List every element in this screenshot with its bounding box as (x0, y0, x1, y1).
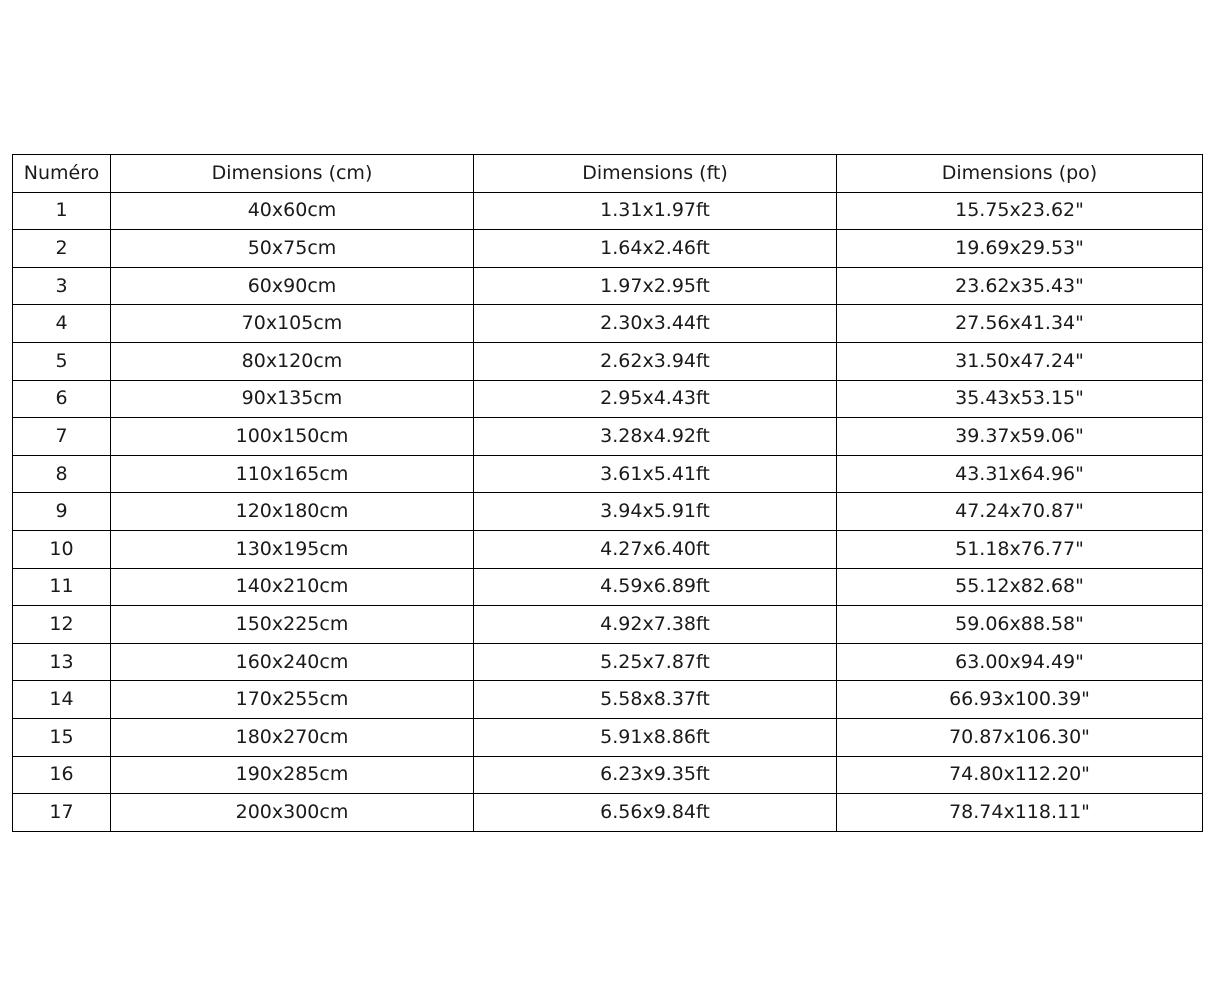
table-row (13, 756, 1203, 794)
cell-numero: 9 (13, 493, 111, 531)
table-row (13, 305, 1203, 343)
column-header-dimensions-cm: Dimensions (cm) (111, 155, 474, 193)
cell-numero: 7 (13, 418, 111, 456)
cell-dimensions-po: 51.18x76.77" (837, 530, 1203, 568)
cell-dimensions-po: 39.37x59.06" (837, 418, 1203, 456)
table-row (13, 718, 1203, 756)
cell-numero: 2 (13, 230, 111, 268)
cell-dimensions-cm: 40x60cm (111, 192, 474, 230)
cell-dimensions-ft: 5.91x8.86ft (474, 718, 837, 756)
cell-dimensions-cm: 90x135cm (111, 380, 474, 418)
table-row (13, 267, 1203, 305)
cell-dimensions-po: 78.74x118.11" (837, 794, 1203, 832)
cell-numero: 4 (13, 305, 111, 343)
cell-dimensions-cm: 130x195cm (111, 530, 474, 568)
size-chart-container (12, 154, 1202, 832)
table-row (13, 455, 1203, 493)
cell-dimensions-cm: 60x90cm (111, 267, 474, 305)
table-header-row (13, 155, 1203, 193)
cell-numero: 11 (13, 568, 111, 606)
cell-dimensions-ft: 4.59x6.89ft (474, 568, 837, 606)
table-row (13, 493, 1203, 531)
cell-dimensions-ft: 3.94x5.91ft (474, 493, 837, 531)
cell-dimensions-ft: 1.97x2.95ft (474, 267, 837, 305)
table-row (13, 530, 1203, 568)
table-header (13, 155, 1203, 193)
cell-numero: 8 (13, 455, 111, 493)
cell-dimensions-ft: 2.30x3.44ft (474, 305, 837, 343)
cell-numero: 17 (13, 794, 111, 832)
cell-dimensions-cm: 190x285cm (111, 756, 474, 794)
cell-dimensions-po: 59.06x88.58" (837, 606, 1203, 644)
column-header-dimensions-po: Dimensions (po) (837, 155, 1203, 193)
cell-numero: 5 (13, 342, 111, 380)
table-row (13, 230, 1203, 268)
cell-numero: 3 (13, 267, 111, 305)
cell-dimensions-cm: 100x150cm (111, 418, 474, 456)
cell-dimensions-po: 15.75x23.62" (837, 192, 1203, 230)
cell-numero: 1 (13, 192, 111, 230)
cell-numero: 6 (13, 380, 111, 418)
cell-dimensions-cm: 160x240cm (111, 643, 474, 681)
cell-dimensions-ft: 5.58x8.37ft (474, 681, 837, 719)
table-row (13, 643, 1203, 681)
cell-dimensions-po: 23.62x35.43" (837, 267, 1203, 305)
size-chart-table (12, 154, 1203, 832)
cell-dimensions-ft: 5.25x7.87ft (474, 643, 837, 681)
cell-dimensions-ft: 3.28x4.92ft (474, 418, 837, 456)
table-row (13, 606, 1203, 644)
cell-dimensions-ft: 4.27x6.40ft (474, 530, 837, 568)
table-body (13, 192, 1203, 831)
column-header-dimensions-ft: Dimensions (ft) (474, 155, 837, 193)
table-row (13, 794, 1203, 832)
cell-dimensions-ft: 1.64x2.46ft (474, 230, 837, 268)
cell-dimensions-ft: 2.62x3.94ft (474, 342, 837, 380)
cell-dimensions-ft: 4.92x7.38ft (474, 606, 837, 644)
cell-dimensions-po: 66.93x100.39" (837, 681, 1203, 719)
cell-dimensions-po: 63.00x94.49" (837, 643, 1203, 681)
cell-dimensions-ft: 1.31x1.97ft (474, 192, 837, 230)
cell-dimensions-cm: 120x180cm (111, 493, 474, 531)
cell-dimensions-cm: 70x105cm (111, 305, 474, 343)
table-row (13, 342, 1203, 380)
cell-dimensions-po: 55.12x82.68" (837, 568, 1203, 606)
cell-dimensions-po: 43.31x64.96" (837, 455, 1203, 493)
cell-dimensions-cm: 150x225cm (111, 606, 474, 644)
table-row (13, 192, 1203, 230)
cell-dimensions-cm: 200x300cm (111, 794, 474, 832)
cell-dimensions-po: 74.80x112.20" (837, 756, 1203, 794)
table-row (13, 418, 1203, 456)
cell-dimensions-ft: 3.61x5.41ft (474, 455, 837, 493)
cell-numero: 13 (13, 643, 111, 681)
cell-numero: 12 (13, 606, 111, 644)
cell-dimensions-cm: 140x210cm (111, 568, 474, 606)
table-row (13, 568, 1203, 606)
cell-numero: 10 (13, 530, 111, 568)
cell-dimensions-po: 27.56x41.34" (837, 305, 1203, 343)
cell-dimensions-po: 31.50x47.24" (837, 342, 1203, 380)
table-row (13, 380, 1203, 418)
cell-dimensions-cm: 80x120cm (111, 342, 474, 380)
cell-numero: 16 (13, 756, 111, 794)
cell-dimensions-po: 35.43x53.15" (837, 380, 1203, 418)
table-row (13, 681, 1203, 719)
cell-dimensions-po: 47.24x70.87" (837, 493, 1203, 531)
cell-dimensions-ft: 6.23x9.35ft (474, 756, 837, 794)
cell-dimensions-cm: 50x75cm (111, 230, 474, 268)
cell-dimensions-cm: 110x165cm (111, 455, 474, 493)
cell-numero: 15 (13, 718, 111, 756)
cell-dimensions-ft: 6.56x9.84ft (474, 794, 837, 832)
cell-dimensions-ft: 2.95x4.43ft (474, 380, 837, 418)
cell-dimensions-cm: 180x270cm (111, 718, 474, 756)
column-header-numero: Numéro (13, 155, 111, 193)
cell-numero: 14 (13, 681, 111, 719)
cell-dimensions-po: 19.69x29.53" (837, 230, 1203, 268)
cell-dimensions-cm: 170x255cm (111, 681, 474, 719)
cell-dimensions-po: 70.87x106.30" (837, 718, 1203, 756)
